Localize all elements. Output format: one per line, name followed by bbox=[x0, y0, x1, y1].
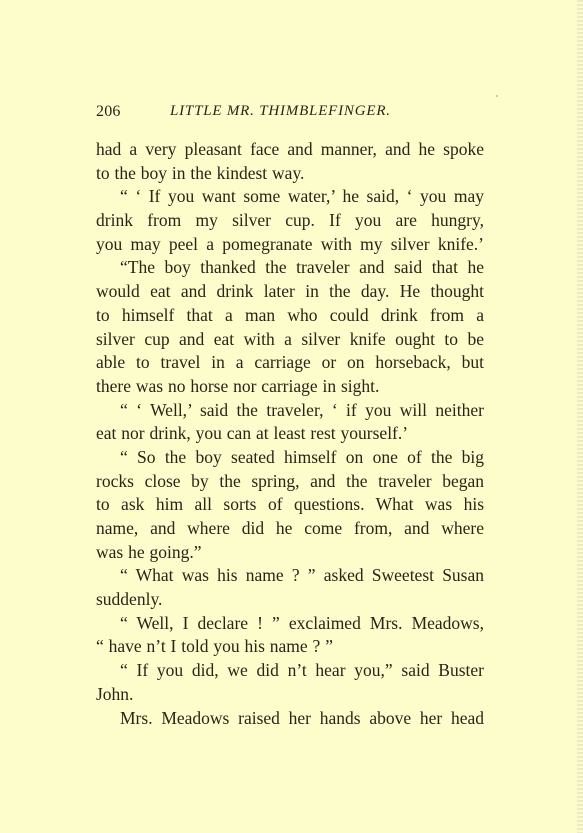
text-line: eat nor drink, you can at least rest yourself.’ bbox=[96, 423, 409, 444]
text-line: able to travel in a carriage or on horseback, but bbox=[96, 352, 484, 373]
text-line: “ So the boy seated himself on one of the big bbox=[120, 446, 484, 467]
page-number: 206 bbox=[96, 103, 121, 120]
text-line: was he going.” bbox=[96, 541, 202, 562]
text-line: there was no horse nor carriage in sight. bbox=[96, 375, 380, 396]
text-line: would eat and drink later in the day. He thought bbox=[96, 281, 484, 302]
text-line: “ ‘ Well,’ said the traveler, ‘ if you will neither bbox=[120, 399, 484, 420]
page-edge bbox=[577, 0, 583, 833]
text-line: John. bbox=[96, 683, 134, 704]
text-line: silver cup and eat with a silver knife ought to be bbox=[96, 328, 484, 349]
text-line: rocks close by the spring, and the traveler began bbox=[96, 470, 484, 491]
text-line: to himself that a man who could drink from a bbox=[96, 304, 484, 325]
text-line: “The boy thanked the traveler and said that he bbox=[120, 257, 484, 278]
text-line: you may peel a pomegranate with my silver knife.’ bbox=[96, 233, 484, 254]
text-line: to the boy in the kindest way. bbox=[96, 162, 305, 183]
text-line: “ have n’t I told you his name ? ” bbox=[96, 636, 333, 657]
text-line: drink from my silver cup. If you are hungry, bbox=[96, 210, 484, 231]
text-line: “ Well, I declare ! ” exclaimed Mrs. Meadows, bbox=[120, 612, 484, 633]
paper-speck bbox=[496, 95, 498, 97]
running-header bbox=[96, 103, 486, 123]
text-line: had a very pleasant face and manner, and he spoke bbox=[96, 139, 484, 159]
running-title: LITTLE MR. THIMBLEFINGER. bbox=[170, 103, 391, 119]
body-text bbox=[96, 138, 484, 730]
text-line: to ask him all sorts of questions. What was his bbox=[96, 494, 484, 515]
text-line: “ What was his name ? ” asked Sweetest Susan bbox=[120, 565, 484, 586]
text-line: name, and where did he come from, and where bbox=[96, 518, 484, 538]
text-line: Mrs. Meadows raised her hands above her head bbox=[120, 707, 484, 728]
text-line: “ ‘ If you want some water,’ he said, ‘ you may bbox=[120, 186, 484, 207]
text-line: suddenly. bbox=[96, 589, 163, 610]
text-line: “ If you did, we did n’t hear you,” said Buster bbox=[120, 660, 484, 681]
